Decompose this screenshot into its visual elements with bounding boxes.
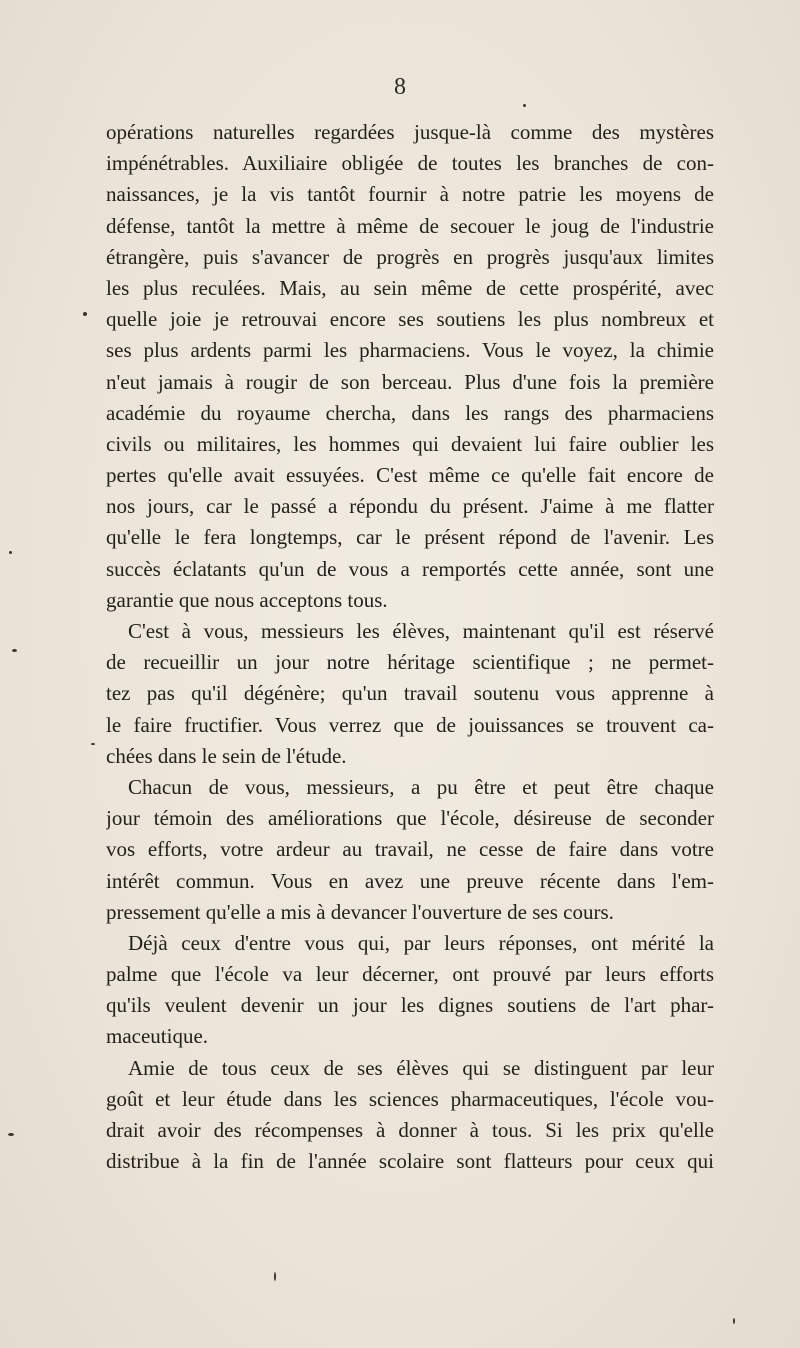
text-line: impénétrables. Auxiliaire obligée de toutes les branches de con- <box>106 151 714 176</box>
paper-speck <box>733 1318 735 1324</box>
text-line: le faire fructifier. Vous verrez que de jouissances se trouvent ca- <box>106 712 714 737</box>
text-line: ses plus ardents parmi les pharmaciens. Vous le voyez, la chimie <box>106 338 714 363</box>
text-line: opérations naturelles regardées jusque-là comme des mystères <box>106 120 714 144</box>
text-line: qu'elle le fera longtemps, car le présent répond de l'avenir. Les <box>106 525 714 550</box>
paper-speck <box>91 743 95 745</box>
paper-speck <box>523 104 526 107</box>
text-line: garantie que nous acceptons tous. <box>106 587 388 612</box>
text-line: C'est à vous, messieurs les élèves, maintenant qu'il est réservé <box>128 619 714 643</box>
text-line: qu'ils veulent devenir un jour les dignes soutiens de l'art phar- <box>106 993 714 1018</box>
paper-speck <box>12 649 17 652</box>
paragraph-3 <box>106 772 714 928</box>
paragraph-4 <box>106 928 714 1053</box>
paper-speck <box>83 312 87 316</box>
text-line: distribue à la fin de l'année scolaire sont flatteurs pour ceux qui <box>106 1149 714 1174</box>
text-line: vos efforts, votre ardeur au travail, ne cesse de faire dans votre <box>106 837 714 862</box>
text-line: palme que l'école va leur décerner, ont prouvé par leurs efforts <box>106 962 714 987</box>
text-line: n'eut jamais à rougir de son berceau. Plus d'une fois la première <box>106 369 714 394</box>
text-line: académie du royaume chercha, dans les rangs des pharmaciens <box>106 400 714 425</box>
text-line: tez pas qu'il dégénère; qu'un travail soutenu vous apprenne à <box>106 681 714 706</box>
paragraph-1 <box>106 117 714 616</box>
text-line: les plus reculées. Mais, au sein même de cette prospérité, avec <box>106 275 714 300</box>
paper-speck <box>9 551 12 554</box>
text-line: étrangère, puis s'avancer de progrès en progrès jusqu'aux limites <box>106 244 714 269</box>
paragraph-2 <box>106 616 714 772</box>
text-line: Chacun de vous, messieurs, a pu être et peut être chaque <box>128 774 714 799</box>
text-line: intérêt commun. Vous en avez une preuve récente dans l'em- <box>106 868 714 893</box>
text-line: nos jours, car le passé a répondu du présent. J'aime à me flatter <box>106 494 714 519</box>
text-line: jour témoin des améliorations que l'école, désireuse de seconder <box>106 806 714 831</box>
paragraph-5 <box>106 1053 714 1178</box>
page-number: 8 <box>394 74 406 100</box>
text-line: drait avoir des récompenses à donner à tous. Si les prix qu'elle <box>106 1118 714 1142</box>
paper-speck <box>274 1272 276 1281</box>
body-text <box>106 117 714 1177</box>
text-line: chées dans le sein de l'étude. <box>106 743 347 768</box>
text-line: naissances, je la vis tantôt fournir à notre patrie les moyens de <box>106 182 714 207</box>
text-line: civils ou militaires, les hommes qui devaient lui faire oublier les <box>106 431 714 456</box>
text-line: Amie de tous ceux de ses élèves qui se distinguent par leur <box>128 1055 714 1080</box>
text-line: pressement qu'elle a mis à devancer l'ouverture de ses cours. <box>106 899 614 924</box>
text-line: succès éclatants qu'un de vous a remportés cette année, sont une <box>106 556 714 581</box>
text-line: de recueillir un jour notre héritage scientifique ; ne permet- <box>106 650 714 675</box>
text-line: pertes qu'elle avait essuyées. C'est même ce qu'elle fait encore de <box>106 463 714 488</box>
text-line: goût et leur étude dans les sciences pharmaceutiques, l'école vou- <box>106 1086 714 1111</box>
text-line: quelle joie je retrouvai encore ses soutiens les plus nombreux et <box>106 307 714 332</box>
text-line: Déjà ceux d'entre vous qui, par leurs réponses, ont mérité la <box>128 930 714 955</box>
text-line: défense, tantôt la mettre à même de secouer le joug de l'industrie <box>106 213 714 238</box>
text-line: maceutique. <box>106 1024 209 1049</box>
paper-speck <box>8 1133 14 1136</box>
